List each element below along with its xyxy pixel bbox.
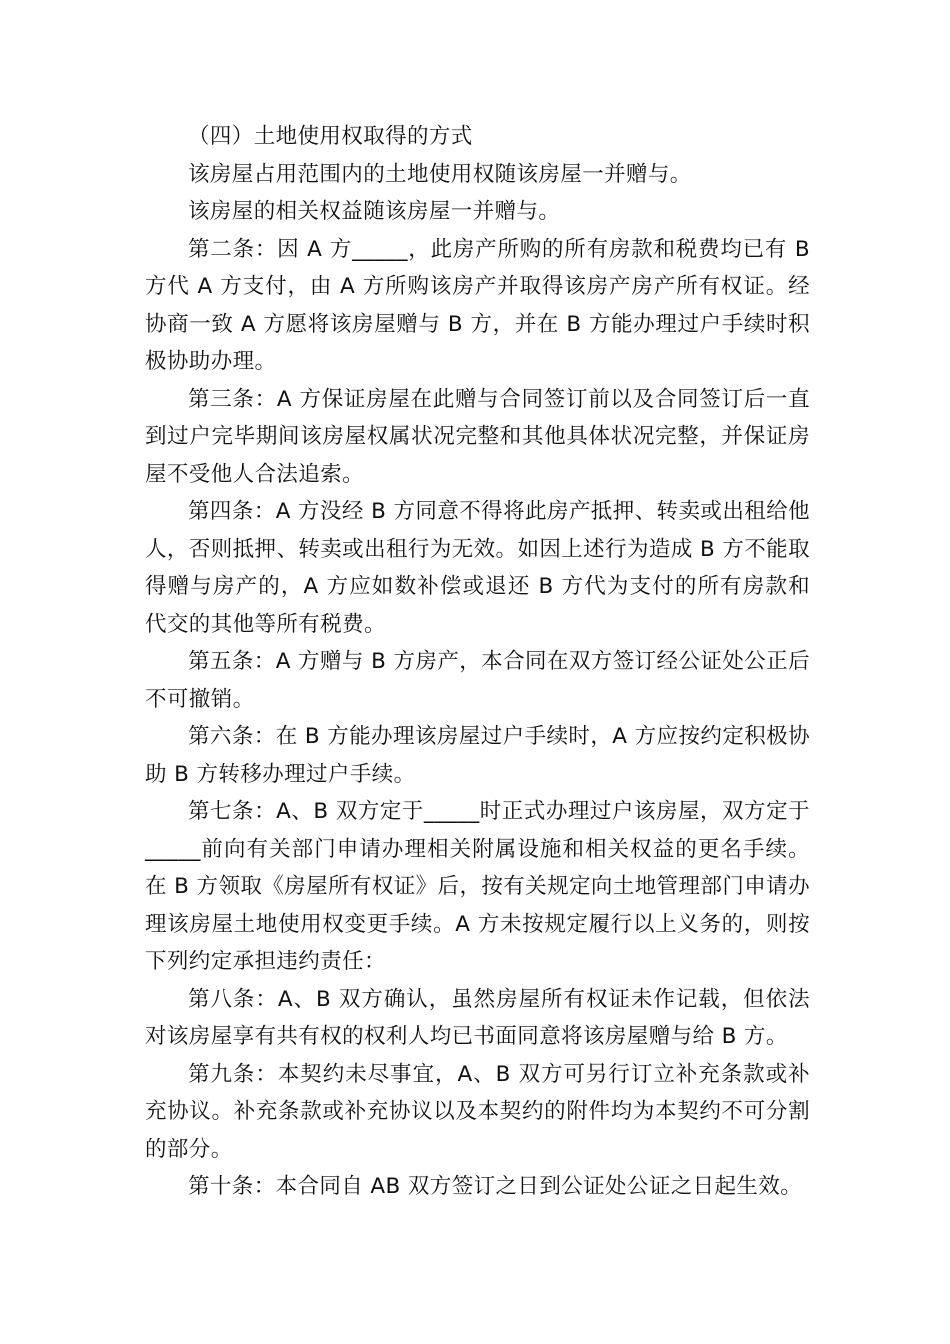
article-6: 第六条：在 B 方能办理该房屋过户手续时，A 方应按约定积极协助 B 方转移办理过户手续。 [145, 724, 810, 787]
article-9: 第九条：本契约未尽事宜，A、B 双方可另行订立补充条款或补充协议。补充条款或补充协议以及本契约的附件均为本契约不可分割的部分。 [145, 1061, 810, 1162]
article-8: 第八条：A、B 双方确认，虽然房屋所有权证未作记载，但依法对该房屋享有共有权的权利人均已书面同意将该房屋赠与给 B 方。 [145, 986, 810, 1049]
article-3: 第三条：A 方保证房屋在此赠与合同签订前以及合同签订后一直到过户完毕期间该房屋权属状况完整和其他具体状况完整，并保证房屋不受他人合法追索。 [145, 386, 810, 487]
article-5: 第五条：A 方赠与 B 方房产，本合同在双方签订经公证处公正后不可撤销。 [145, 649, 810, 712]
document-body [145, 118, 810, 1206]
article-4: 第四条：A 方没经 B 方同意不得将此房产抵押、转卖或出租给他人，否则抵押、转卖或出租行为无效。如因上述行为造成 B 方不能取得赠与房产的，A 方应如数补偿或退还 B 方代为支付的所有房款和代交的其他等所有税费。 [145, 499, 810, 637]
article-7: 第七条：A、B 双方定于_____时正式办理过户该房屋，双方定于_____前向有关部门申请办理相关附属设施和相关权益的更名手续。在 B 方领取《房屋所有权证》后，按有关规定向土地管理部门申请办理该房屋土地使用权变更手续。A 方未按规定履行以上义务的，则按下列约定承担违约责任： [145, 799, 810, 974]
section-heading-land-use-right: （四）土地使用权取得的方式 [188, 124, 473, 149]
paragraph-related-rights-gift: 该房屋的相关权益随该房屋一并赠与。 [188, 199, 561, 224]
paragraph-land-use-right-gift: 该房屋占用范围内的土地使用权随该房屋一并赠与。 [188, 161, 692, 187]
article-2: 第二条：因 A 方_____，此房产所购的所有房款和税费均已有 B 方代 A 方支付，由 A 方所购该房产并取得该房产房产所有权证。经协商一致 A 方愿将该房屋赠与 B 方，并在 B 方能办理过户手续时积极协助办理。 [145, 236, 810, 374]
article-10: 第十条：本合同自 AB 双方签订之日到公证处公证之日起生效。 [188, 1174, 803, 1199]
